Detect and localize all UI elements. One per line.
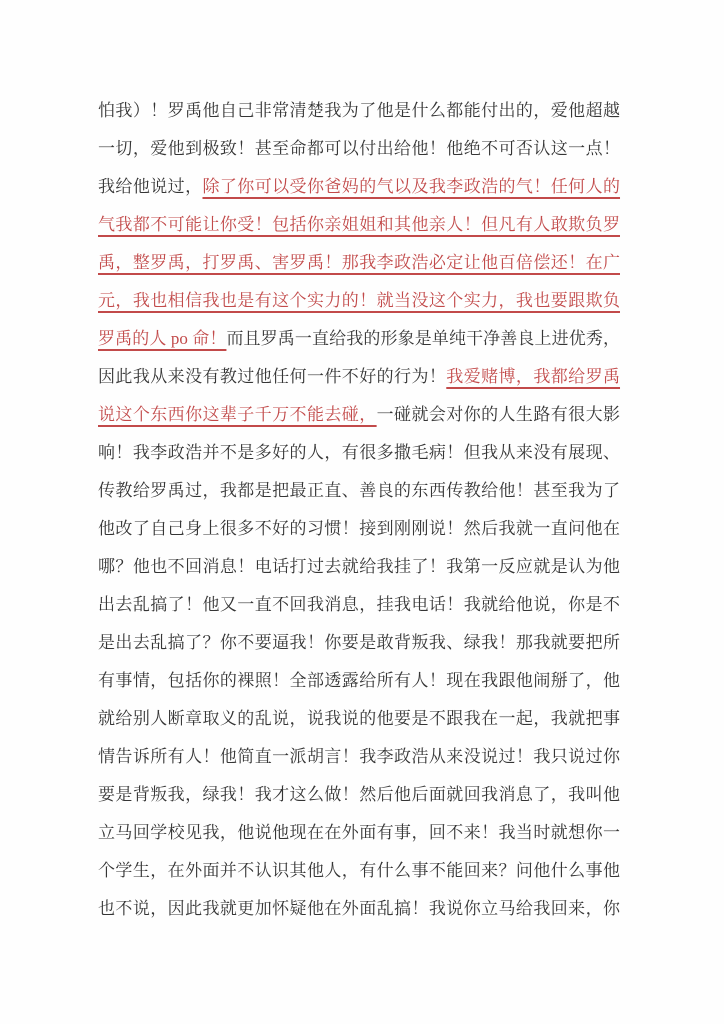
text-segment: 一切，爱他到极致！甚至命都可以付出给他！他绝不可否认这一点！ — [98, 139, 620, 158]
text-line — [98, 852, 620, 890]
text-segment: 个学生，在外面并不认识其他人，有什么事不能回来？问他什么事他 — [98, 861, 620, 880]
text-line — [98, 776, 620, 814]
text-segment: 传教给罗禹过，我都是把最正直、善良的东西传教给他！甚至我为了 — [98, 481, 620, 500]
text-segment: 因此我从来没有教过他任何一件不好的行为！ — [98, 367, 447, 386]
text-line — [98, 472, 620, 510]
highlighted-text-segment: 气我都不可能让你受！包括你亲姐姐和其他亲人！但凡有人敢欺负罗 — [98, 215, 620, 234]
text-line — [98, 510, 620, 548]
text-segment: 而且罗禹一直给我的形象是单纯干净善良上进优秀， — [226, 329, 621, 348]
text-line — [98, 814, 620, 852]
text-line — [98, 320, 620, 358]
text-segment: 就给别人断章取义的乱说，说我说的他要是不跟我在一起，我就把事 — [98, 709, 620, 728]
highlighted-text-segment: 罗禹的人 po 命！ — [98, 329, 227, 348]
text-segment: 哪？他也不回消息！电话打过去就给我挂了！我第一反应就是认为他 — [98, 557, 620, 576]
text-line — [98, 168, 620, 206]
text-line — [98, 130, 620, 168]
text-segment: 立马回学校见我，他说他现在在外面有事，回不来！我当时就想你一 — [98, 823, 620, 842]
text-segment: 情告诉所有人！他简直一派胡言！我李政浩从来没说过！我只说过你 — [98, 747, 620, 766]
text-line — [98, 434, 620, 472]
text-line — [98, 244, 620, 282]
text-segment: 要是背叛我，绿我！我才这么做！然后他后面就回我消息了，我叫他 — [98, 785, 620, 804]
text-line — [98, 396, 620, 434]
text-line — [98, 700, 620, 738]
text-line — [98, 624, 620, 662]
text-line — [98, 890, 620, 928]
highlighted-text-segment: 我爱赌博，我都给罗禹 — [446, 367, 621, 386]
text-line — [98, 92, 620, 130]
text-lines — [98, 92, 620, 928]
text-segment: 也不说，因此我就更加怀疑他在外面乱搞！我说你立马给我回来，你 — [98, 899, 620, 918]
text-segment: 是出去乱搞了？你不要逼我！你要是敢背叛我、绿我！那我就要把所 — [98, 633, 620, 652]
highlighted-text-segment: 元，我也相信我也是有这个实力的！就当没这个实力，我也要跟欺负 — [98, 291, 620, 310]
text-segment: 怕我）！罗禹他自己非常清楚我为了他是什么都能付出的，爱他超越 — [98, 101, 620, 120]
text-segment: 出去乱搞了！他又一直不回我消息，挂我电话！我就给他说，你是不 — [98, 595, 620, 614]
text-segment: 我给他说过， — [98, 177, 203, 196]
text-line — [98, 586, 620, 624]
text-line — [98, 206, 620, 244]
text-segment: 他改了自己身上很多不好的习惯！接到刚刚说！然后我就一直问他在 — [98, 519, 620, 538]
text-segment: 有事情，包括你的裸照！全部透露给所有人！现在我跟他闹掰了，他 — [98, 671, 620, 690]
text-line — [98, 662, 620, 700]
text-segment: 一碰就会对你的人生路有很大影 — [376, 405, 621, 424]
text-line — [98, 548, 620, 586]
text-line — [98, 738, 620, 776]
text-line — [98, 358, 620, 396]
text-segment: 响！我李政浩并不是多好的人，有很多撒毛病！但我从来没有展现、 — [98, 443, 620, 462]
highlighted-text-segment: 说这个东西你这辈子千万不能去碰， — [98, 405, 377, 424]
highlighted-text-segment: 除了你可以受你爸妈的气以及我李政浩的气！任何人的 — [202, 177, 621, 196]
text-line — [98, 282, 620, 320]
highlighted-text-segment: 禹，整罗禹，打罗禹、害罗禹！那我李政浩必定让他百倍偿还！在广 — [98, 253, 620, 272]
